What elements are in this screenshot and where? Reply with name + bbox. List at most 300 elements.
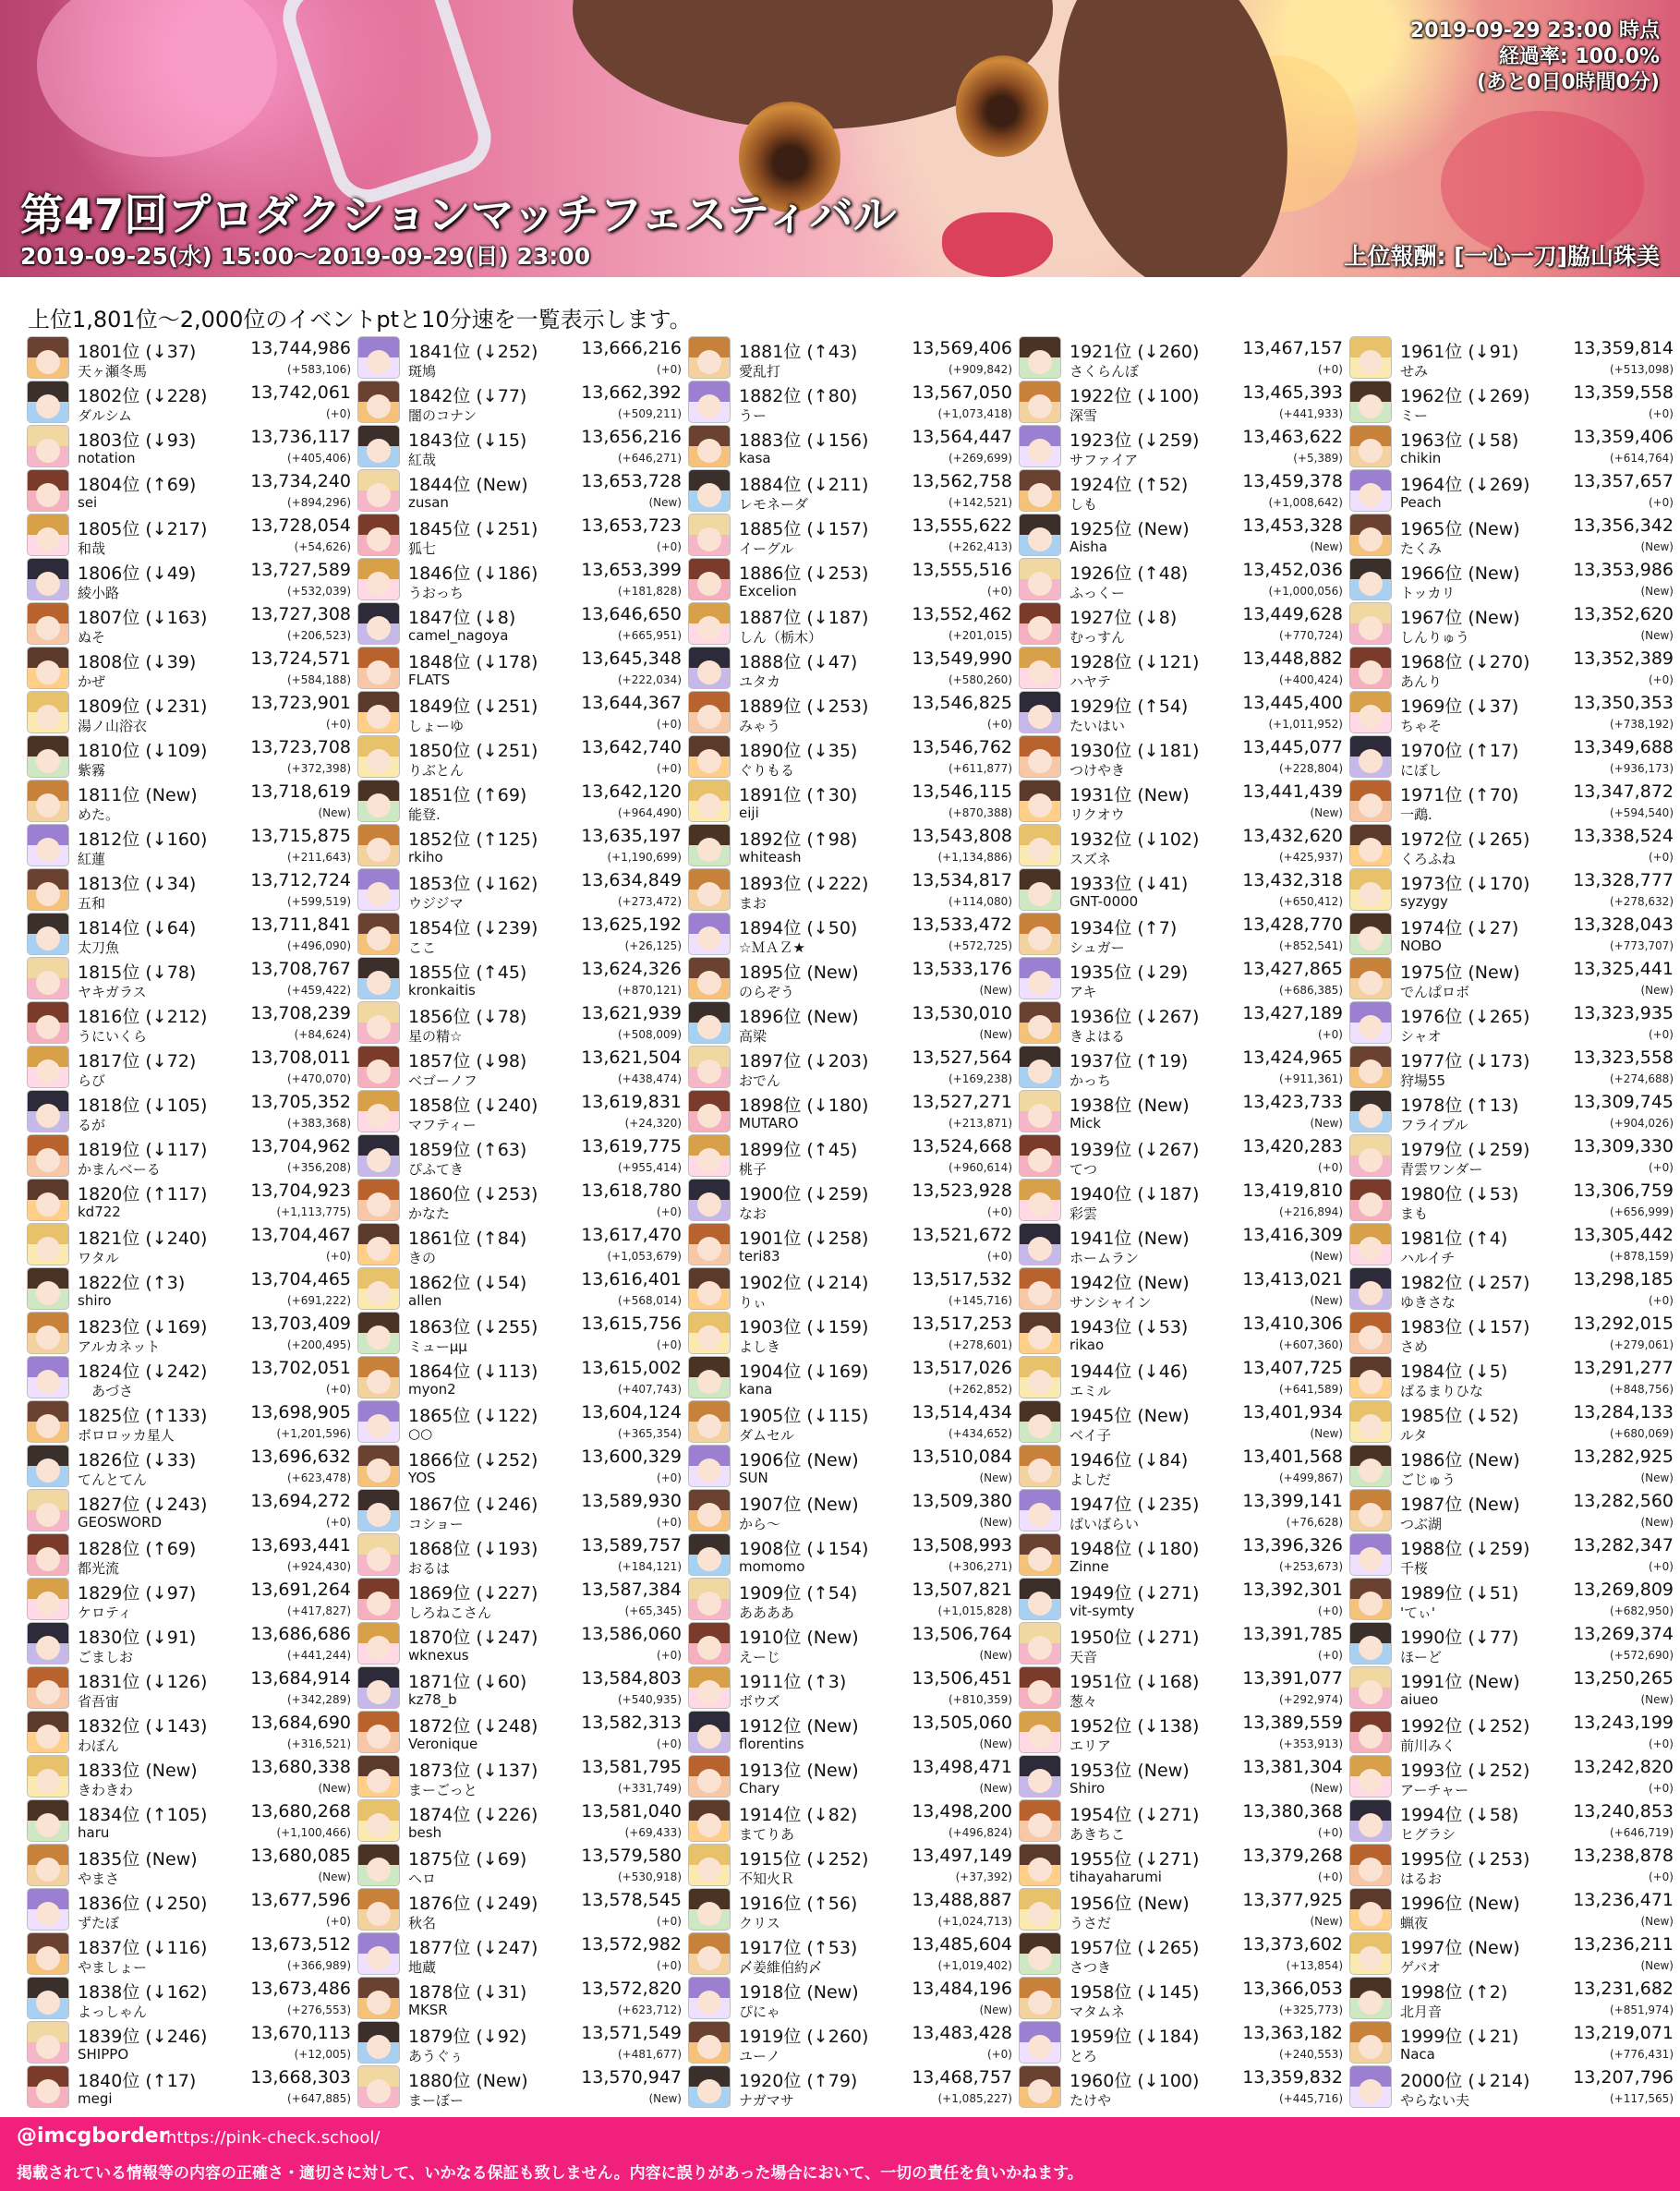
event-points: 13,668,303 xyxy=(250,2067,351,2088)
player-name: はるお xyxy=(1400,1870,1443,1887)
rank-label: 1860位 (↓253) xyxy=(408,1184,538,1204)
idol-avatar-icon xyxy=(358,1401,399,1442)
event-points: 13,338,524 xyxy=(1573,826,1674,846)
rank-label: 1922位 (↓100) xyxy=(1070,386,1200,406)
ten-min-speed: (+274,688) xyxy=(1609,1072,1674,1085)
ten-min-speed: (+356,208) xyxy=(286,1161,351,1174)
player-name: aiueo xyxy=(1400,1691,1439,1708)
event-points: 13,282,560 xyxy=(1573,1491,1674,1511)
ranking-entry xyxy=(1350,1045,1674,1089)
player-name: eiji xyxy=(739,805,759,821)
ten-min-speed: (+262,413) xyxy=(948,540,1012,553)
event-points: 13,508,993 xyxy=(912,1535,1012,1555)
rank-label: 1948位 (↓180) xyxy=(1070,1539,1200,1559)
idol-avatar-icon xyxy=(1020,781,1060,821)
idol-avatar-icon xyxy=(1020,1357,1060,1398)
rank-label: 1986位 (New) xyxy=(1400,1450,1520,1471)
event-points: 13,484,196 xyxy=(912,1979,1012,1999)
player-name: allen xyxy=(408,1292,442,1309)
player-name: ほーど xyxy=(1400,1649,1443,1665)
idol-avatar-icon xyxy=(1350,2022,1391,2063)
player-name: ハルイチ xyxy=(1400,1250,1456,1266)
player-name: ああああ xyxy=(739,1604,795,1621)
ten-min-speed: (New) xyxy=(1310,1294,1343,1307)
ten-min-speed: (+852,541) xyxy=(1278,939,1343,952)
rank-label: 1835位 (New) xyxy=(78,1849,198,1870)
ranking-entry xyxy=(1350,823,1674,867)
player-name: ぬそ xyxy=(78,629,106,646)
idol-avatar-icon xyxy=(358,514,399,555)
ten-min-speed: (+964,490) xyxy=(617,806,682,819)
player-name: まーぼー xyxy=(408,2092,465,2109)
event-points: 13,567,050 xyxy=(912,382,1012,403)
player-name: 太刀魚 xyxy=(78,939,120,956)
event-points: 13,380,368 xyxy=(1242,1801,1343,1822)
rank-label: 1994位 (↓58) xyxy=(1400,1805,1519,1825)
ten-min-speed: (+0) xyxy=(656,1338,682,1351)
event-points: 13,546,762 xyxy=(912,737,1012,757)
ranking-entry xyxy=(1350,1532,1674,1577)
player-name: 五和 xyxy=(78,895,106,912)
ten-min-speed: (+145,716) xyxy=(948,1294,1012,1307)
rank-label: 1896位 (New) xyxy=(739,1007,859,1027)
idol-avatar-icon xyxy=(28,1978,68,2018)
ranking-entry xyxy=(689,1089,1012,1133)
event-points: 13,250,265 xyxy=(1573,1668,1674,1689)
ranking-entry xyxy=(28,2020,351,2064)
ten-min-speed: (+770,724) xyxy=(1278,629,1343,642)
ranking-entry xyxy=(28,734,351,779)
ranking-entry xyxy=(689,779,1012,823)
event-points: 13,736,117 xyxy=(250,427,351,447)
ten-min-speed: (New) xyxy=(1640,1915,1674,1928)
ranking-entry xyxy=(358,1532,682,1577)
rank-label: 1959位 (↓184) xyxy=(1070,2027,1200,2047)
event-points: 13,510,084 xyxy=(912,1447,1012,1467)
event-points: 13,517,532 xyxy=(912,1269,1012,1289)
ranking-entry xyxy=(28,1931,351,1976)
idol-avatar-icon xyxy=(1020,603,1060,644)
event-points: 13,564,447 xyxy=(912,427,1012,447)
rank-label: 1805位 (↓217) xyxy=(78,519,208,539)
player-name: やまさ xyxy=(78,1870,120,1887)
rank-label: 1960位 (↓100) xyxy=(1070,2071,1200,2091)
player-name: 桃子 xyxy=(739,1161,767,1178)
rank-label: 1951位 (↓168) xyxy=(1070,1672,1200,1692)
ranking-entry xyxy=(689,1355,1012,1399)
ranking-entry xyxy=(1020,1089,1343,1133)
rank-label: 1982位 (↓257) xyxy=(1400,1273,1530,1293)
rank-label: 1825位 (↑133) xyxy=(78,1406,208,1426)
ranking-entry xyxy=(1020,2064,1343,2109)
rank-label: 1815位 (↓78) xyxy=(78,962,197,983)
idol-avatar-icon xyxy=(689,1224,730,1265)
idol-avatar-icon xyxy=(28,603,68,644)
ten-min-speed: (+0) xyxy=(325,718,351,731)
ranking-entry xyxy=(1350,1089,1674,1133)
ten-min-speed: (New) xyxy=(979,1471,1012,1484)
player-name: 'てぃ' xyxy=(1400,1604,1435,1621)
event-points: 13,581,795 xyxy=(581,1757,682,1777)
event-points: 13,621,504 xyxy=(581,1047,682,1068)
rank-label: 1938位 (New) xyxy=(1070,1096,1190,1116)
player-name: ホームラン xyxy=(1070,1250,1140,1266)
rank-label: 1971位 (↑70) xyxy=(1400,785,1519,805)
ranking-entry xyxy=(1020,513,1343,557)
ten-min-speed: (New) xyxy=(1310,540,1343,553)
ten-min-speed: (+911,361) xyxy=(1278,1072,1343,1085)
ranking-column xyxy=(28,335,351,2109)
idol-avatar-icon xyxy=(28,781,68,821)
rank-label: 1977位 (↓173) xyxy=(1400,1051,1530,1071)
idol-avatar-icon xyxy=(1350,1047,1391,1087)
event-points: 13,507,821 xyxy=(912,1580,1012,1600)
idol-avatar-icon xyxy=(28,869,68,910)
event-points: 13,377,925 xyxy=(1242,1890,1343,1910)
idol-avatar-icon xyxy=(28,1091,68,1132)
player-name: SHIPPO xyxy=(78,2046,129,2063)
ranking-entry xyxy=(1020,1665,1343,1710)
idol-avatar-icon xyxy=(689,1091,730,1132)
player-name: せみ xyxy=(1400,363,1429,380)
rank-label: 1936位 (↓267) xyxy=(1070,1007,1200,1027)
rank-label: 1839位 (↓246) xyxy=(78,2027,208,2047)
idol-avatar-icon xyxy=(358,1800,399,1841)
rank-label: 1945位 (New) xyxy=(1070,1406,1190,1426)
ten-min-speed: (+584,188) xyxy=(286,673,351,686)
rank-label: 1843位 (↓15) xyxy=(408,430,527,451)
ranking-entry xyxy=(28,468,351,513)
ten-min-speed: (+169,238) xyxy=(948,1072,1012,1085)
player-name: にぼし xyxy=(1400,762,1443,779)
event-points: 13,291,277 xyxy=(1573,1358,1674,1378)
ten-min-speed: (+0) xyxy=(1317,1604,1343,1617)
rank-label: 1813位 (↓34) xyxy=(78,874,197,894)
event-points: 13,618,780 xyxy=(581,1180,682,1201)
event-points: 13,604,124 xyxy=(581,1402,682,1422)
ranking-entry xyxy=(1350,380,1674,424)
event-points: 13,448,882 xyxy=(1242,648,1343,669)
ranking-entry xyxy=(1350,2020,1674,2064)
event-points: 13,282,925 xyxy=(1573,1447,1674,1467)
idol-avatar-icon xyxy=(1020,381,1060,422)
footer-bar xyxy=(0,2117,1680,2191)
player-name: whiteash xyxy=(739,849,802,866)
rank-label: 1838位 (↓162) xyxy=(78,1982,208,2003)
ten-min-speed: (+623,478) xyxy=(286,1471,351,1484)
rank-label: 1845位 (↓251) xyxy=(408,519,538,539)
ten-min-speed: (+540,935) xyxy=(617,1693,682,1706)
rank-label: 1978位 (↑13) xyxy=(1400,1096,1519,1116)
twitter-handle[interactable]: @imcgborder xyxy=(17,2124,169,2148)
event-points: 13,711,841 xyxy=(250,914,351,935)
rank-label: 1816位 (↓212) xyxy=(78,1007,208,1027)
idol-avatar-icon xyxy=(689,1933,730,1974)
event-points: 13,509,380 xyxy=(912,1491,1012,1511)
player-name: Chary xyxy=(739,1780,780,1797)
ranking-entry xyxy=(28,1000,351,1045)
idol-avatar-icon xyxy=(358,1224,399,1265)
idol-avatar-icon xyxy=(1020,2022,1060,2063)
idol-avatar-icon xyxy=(1020,514,1060,555)
ten-min-speed: (+580,260) xyxy=(948,673,1012,686)
rank-label: 1987位 (New) xyxy=(1400,1495,1520,1515)
event-points: 13,621,939 xyxy=(581,1003,682,1023)
idol-avatar-icon xyxy=(1020,1268,1060,1309)
ten-min-speed: (+184,121) xyxy=(617,1560,682,1573)
ten-min-speed: (+1,019,402) xyxy=(937,1959,1012,1972)
ranking-entry xyxy=(1020,1577,1343,1621)
idol-avatar-icon xyxy=(689,958,730,999)
idol-avatar-icon xyxy=(1350,825,1391,866)
idol-avatar-icon xyxy=(1020,1401,1060,1442)
player-name: よしき xyxy=(739,1338,781,1355)
ranking-entry xyxy=(1020,380,1343,424)
ranking-entry xyxy=(28,1621,351,1665)
event-points: 13,424,965 xyxy=(1242,1047,1343,1068)
player-name: あんり xyxy=(1400,673,1443,690)
ranking-entry xyxy=(28,1665,351,1710)
idol-avatar-icon xyxy=(358,869,399,910)
ranking-entry xyxy=(1020,424,1343,468)
ten-min-speed: (+0) xyxy=(1648,1782,1674,1795)
rank-label: 1914位 (↓82) xyxy=(739,1805,858,1825)
ranking-entry xyxy=(358,1887,682,1931)
ranking-entry xyxy=(28,823,351,867)
rank-label: 1847位 (↓8) xyxy=(408,608,516,628)
event-points: 13,666,216 xyxy=(581,338,682,358)
rank-label: 1822位 (↑3) xyxy=(78,1273,186,1293)
rank-label: 1812位 (↓160) xyxy=(78,829,208,850)
idol-avatar-icon xyxy=(28,736,68,777)
player-name: くろふね xyxy=(1400,851,1456,867)
rank-label: 1946位 (↓84) xyxy=(1070,1450,1189,1471)
ranking-entry xyxy=(689,1887,1012,1931)
rank-label: 1907位 (New) xyxy=(739,1495,859,1515)
idol-avatar-icon xyxy=(358,1180,399,1220)
event-points: 13,693,441 xyxy=(250,1535,351,1555)
event-points: 13,485,604 xyxy=(912,1934,1012,1955)
player-name: notation xyxy=(78,450,136,466)
idol-avatar-icon xyxy=(358,337,399,378)
header-banner xyxy=(0,0,1680,277)
idol-avatar-icon xyxy=(358,2066,399,2107)
ranking-entry xyxy=(1020,1532,1343,1577)
player-name: たけや xyxy=(1070,2092,1112,2109)
ten-min-speed: (+445,716) xyxy=(1278,2092,1343,2105)
rank-label: 1902位 (↓214) xyxy=(739,1273,869,1293)
ranking-entry xyxy=(689,1931,1012,1976)
event-points: 13,524,668 xyxy=(912,1136,1012,1156)
idol-avatar-icon xyxy=(1350,1845,1391,1885)
ranking-entry xyxy=(689,335,1012,380)
idol-avatar-icon xyxy=(689,514,730,555)
idol-avatar-icon xyxy=(1020,470,1060,511)
event-points: 13,635,197 xyxy=(581,826,682,846)
rank-label: 1958位 (↓145) xyxy=(1070,1982,1200,2003)
event-points: 13,619,775 xyxy=(581,1136,682,1156)
ranking-entry xyxy=(28,380,351,424)
event-points: 13,517,026 xyxy=(912,1358,1012,1378)
rank-label: 1846位 (↓186) xyxy=(408,563,538,584)
player-name: レモネーダ xyxy=(739,496,809,513)
player-name: 能登. xyxy=(408,806,441,823)
site-url[interactable]: https://pink-check.school/ xyxy=(166,2128,381,2148)
ten-min-speed: (+0) xyxy=(986,718,1012,731)
player-name: zusan xyxy=(408,494,449,511)
ten-min-speed: (+13,854) xyxy=(1286,1959,1343,1972)
player-name: クリス xyxy=(739,1915,780,1931)
event-points: 13,389,559 xyxy=(1242,1713,1343,1733)
event-points: 13,578,545 xyxy=(581,1890,682,1910)
idol-avatar-icon xyxy=(1020,1313,1060,1353)
idol-avatar-icon xyxy=(1350,914,1391,954)
player-name: GNT-0000 xyxy=(1070,893,1139,910)
rank-label: 1852位 (↑125) xyxy=(408,829,538,850)
player-name: 前川みく xyxy=(1400,1737,1456,1754)
ranking-entry xyxy=(689,1311,1012,1355)
player-name: とろ xyxy=(1070,2048,1098,2064)
idol-avatar-icon xyxy=(28,1534,68,1575)
event-points: 13,498,200 xyxy=(912,1801,1012,1822)
event-points: 13,391,785 xyxy=(1242,1624,1343,1644)
rank-label: 1990位 (↓77) xyxy=(1400,1628,1519,1648)
idol-avatar-icon xyxy=(689,559,730,599)
rank-label: 1961位 (↓91) xyxy=(1400,342,1519,362)
ten-min-speed: (+904,026) xyxy=(1609,1117,1674,1130)
ten-min-speed: (+568,014) xyxy=(617,1294,682,1307)
event-points: 13,708,767 xyxy=(250,959,351,979)
idol-avatar-icon xyxy=(1020,1978,1060,2018)
rank-label: 1836位 (↓250) xyxy=(78,1894,208,1914)
rank-label: 1942位 (New) xyxy=(1070,1273,1190,1293)
idol-avatar-icon xyxy=(1350,337,1391,378)
player-name: シュガー xyxy=(1070,939,1125,956)
event-points: 13,625,192 xyxy=(581,914,682,935)
ranking-entry xyxy=(1350,1798,1674,1843)
event-points: 13,325,441 xyxy=(1573,959,1674,979)
event-points: 13,724,571 xyxy=(250,648,351,669)
rank-label: 1950位 (↓271) xyxy=(1070,1628,1200,1648)
event-points: 13,401,934 xyxy=(1242,1402,1343,1422)
player-name: てんとてん xyxy=(78,1471,148,1488)
ranking-entry xyxy=(358,1798,682,1843)
ten-min-speed: (+438,474) xyxy=(617,1072,682,1085)
idol-avatar-icon xyxy=(28,1667,68,1708)
idol-avatar-icon xyxy=(28,470,68,511)
player-name: めた。 xyxy=(78,806,120,823)
idol-avatar-icon xyxy=(358,559,399,599)
player-name: まてりあ xyxy=(739,1826,795,1843)
event-points: 13,359,814 xyxy=(1573,338,1674,358)
event-points: 13,677,596 xyxy=(250,1890,351,1910)
idol-avatar-icon xyxy=(358,736,399,777)
ten-min-speed: (+646,719) xyxy=(1609,1826,1674,1839)
ranking-entry xyxy=(689,1045,1012,1089)
rank-label: 1991位 (New) xyxy=(1400,1672,1520,1692)
player-name: みゃう xyxy=(739,718,781,734)
idol-avatar-icon xyxy=(1350,648,1391,688)
rank-label: 1885位 (↓157) xyxy=(739,519,869,539)
idol-avatar-icon xyxy=(1350,692,1391,732)
event-points: 13,704,962 xyxy=(250,1136,351,1156)
rank-label: 1903位 (↓159) xyxy=(739,1317,869,1338)
idol-avatar-icon xyxy=(358,1135,399,1176)
ten-min-speed: (+5,389) xyxy=(1293,452,1343,465)
ranking-entry xyxy=(1350,1178,1674,1222)
ranking-entry xyxy=(689,2020,1012,2064)
idol-avatar-icon xyxy=(1020,1446,1060,1486)
player-name: うさだ xyxy=(1070,1915,1112,1931)
event-points: 13,521,672 xyxy=(912,1225,1012,1245)
idol-avatar-icon xyxy=(358,1933,399,1974)
ten-min-speed: (+0) xyxy=(1317,363,1343,376)
ranking-entry xyxy=(1020,1222,1343,1266)
rank-label: 1998位 (↑2) xyxy=(1400,1982,1508,2003)
player-name: ベゴーノフ xyxy=(408,1072,477,1089)
idol-avatar-icon xyxy=(689,1756,730,1797)
idol-avatar-icon xyxy=(1020,648,1060,688)
ten-min-speed: (+738,192) xyxy=(1609,718,1674,731)
rank-label: 1943位 (↓53) xyxy=(1070,1317,1189,1338)
idol-avatar-icon xyxy=(1350,736,1391,777)
idol-avatar-icon xyxy=(689,692,730,732)
banner-character-mouth xyxy=(942,212,1053,277)
idol-avatar-icon xyxy=(1020,692,1060,732)
ten-min-speed: (+114,080) xyxy=(948,895,1012,908)
event-points: 13,423,733 xyxy=(1242,1092,1343,1112)
rank-label: 1869位 (↓227) xyxy=(408,1583,538,1604)
event-points: 13,420,283 xyxy=(1242,1136,1343,1156)
player-name: 星の精☆ xyxy=(408,1028,463,1045)
rank-label: 1809位 (↓231) xyxy=(78,696,208,717)
idol-avatar-icon xyxy=(358,914,399,954)
rank-label: 1881位 (↑43) xyxy=(739,342,858,362)
ten-min-speed: (+848,756) xyxy=(1609,1383,1674,1396)
ten-min-speed: (+69,433) xyxy=(624,1826,682,1839)
rank-label: 1928位 (↓121) xyxy=(1070,652,1200,672)
ranking-entry xyxy=(689,1266,1012,1311)
ranking-entry xyxy=(689,557,1012,601)
ten-min-speed: (+383,368) xyxy=(286,1117,351,1130)
ranking-entry xyxy=(1350,1754,1674,1798)
event-points: 13,582,313 xyxy=(581,1713,682,1733)
rank-label: 1891位 (↑30) xyxy=(739,785,858,805)
rank-label: 1853位 (↓162) xyxy=(408,874,538,894)
ten-min-speed: (+0) xyxy=(656,1649,682,1662)
idol-avatar-icon xyxy=(1350,1667,1391,1708)
ten-min-speed: (+276,553) xyxy=(286,2003,351,2016)
player-name: ごましお xyxy=(78,1649,134,1665)
ranking-entry xyxy=(1350,1488,1674,1532)
ten-min-speed: (New) xyxy=(1640,1471,1674,1484)
idol-avatar-icon xyxy=(28,1712,68,1752)
rank-label: 1999位 (↓21) xyxy=(1400,2027,1519,2047)
banner-character-hair-side xyxy=(1028,0,1318,277)
player-name: りぶとん xyxy=(408,762,465,779)
top-reward: 上位報酬: [一心一刀]脇山珠美 xyxy=(1344,243,1660,270)
idol-avatar-icon xyxy=(689,914,730,954)
rank-label: 1915位 (↓252) xyxy=(739,1849,869,1870)
player-name: ヒグラシ xyxy=(1400,1826,1456,1843)
ten-min-speed: (+0) xyxy=(656,762,682,775)
ranking-entry xyxy=(28,335,351,380)
ten-min-speed: (+647,885) xyxy=(286,2092,351,2105)
ranking-entry xyxy=(28,513,351,557)
ranking-entry xyxy=(689,1488,1012,1532)
rank-label: 1824位 (↓242) xyxy=(78,1362,208,1382)
idol-avatar-icon xyxy=(689,1579,730,1619)
